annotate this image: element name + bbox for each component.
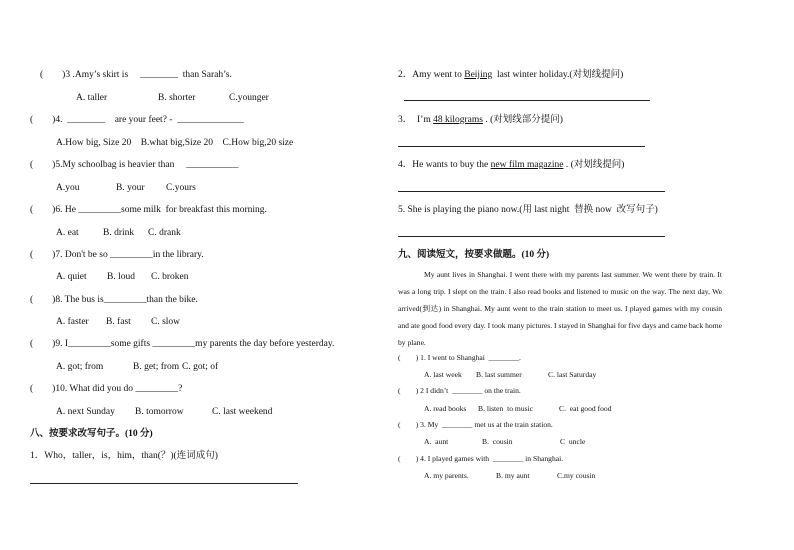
r4-option-c: C.my cousin bbox=[557, 471, 596, 480]
q8-option-a: A. faster bbox=[56, 317, 89, 327]
underlined-phrase: 48 kilograms bbox=[433, 115, 483, 125]
r1-option-a: A. last week bbox=[424, 370, 462, 379]
question-10-stem: ( )10. What did you do _________? bbox=[30, 384, 183, 394]
reading-question-1-stem: ( ) 1. I went to Shanghai ________. bbox=[398, 353, 521, 362]
q8-option-b: B. fast bbox=[106, 317, 131, 327]
underlined-phrase: Beijing bbox=[464, 70, 493, 80]
reading-question-4-stem: ( ) 4. I played games with ________ in Shanghai. bbox=[398, 454, 564, 463]
q7-option-b: B. loud bbox=[107, 272, 135, 282]
q10-option-a: A. next Sunday bbox=[56, 407, 115, 417]
q3-option-c: C.younger bbox=[229, 93, 269, 103]
r1-option-b: B. last summer bbox=[476, 370, 522, 379]
r4-option-b: B. my aunt bbox=[496, 471, 530, 480]
r4-option-a: A. my parents. bbox=[424, 471, 469, 480]
rewrite-question-4: 4．He wants to buy the new film magazine . (对划线提问) bbox=[398, 160, 625, 170]
q9-option-b: B. get; from bbox=[133, 362, 180, 372]
q5-option-b: B. your bbox=[116, 183, 145, 193]
r2-option-c: C. eat good food bbox=[559, 404, 612, 413]
question-5-stem: ( )5.My schoolbag is heavier than ___________ bbox=[30, 160, 239, 170]
q9-option-a: A. got; from bbox=[56, 362, 104, 372]
question-8-stem: ( )8. The bus is_________than the bike. bbox=[30, 295, 198, 305]
rewrite-question-5: 5. She is playing the piano now.(用 last night 替换 now 改写句子) bbox=[398, 205, 658, 215]
q3-option-b: B. shorter bbox=[158, 93, 196, 103]
reading-question-2-stem: ( ) 2 I didn’t ________ on the train. bbox=[398, 386, 521, 395]
q5-option-c: C.yours bbox=[166, 183, 196, 193]
answer-line bbox=[398, 191, 665, 192]
reading-question-3-stem: ( ) 3. My ________ met us at the train station. bbox=[398, 420, 553, 429]
question-3-stem: ( )3 .Amy’s skirt is ________ than Sarah’s. bbox=[40, 70, 232, 80]
r1-option-c: C. last Saturday bbox=[548, 370, 597, 379]
q6-option-c: C. drank bbox=[148, 228, 181, 238]
q10-option-b: B. tomorrow bbox=[135, 407, 184, 417]
underlined-phrase: new film magazine bbox=[490, 160, 564, 170]
question-7-stem: ( )7. Don't be so _________in the library. bbox=[30, 250, 204, 260]
q6-option-a: A. eat bbox=[56, 228, 79, 238]
q8-option-c: C. slow bbox=[151, 317, 181, 327]
r2-option-b: B. listen to music bbox=[478, 404, 534, 413]
q7-option-a: A. quiet bbox=[56, 272, 87, 282]
q3-option-a: A. taller bbox=[76, 93, 108, 103]
reading-passage: My aunt lives in Shanghai. I went there with my parents last summer. We went there by train. It was a long trip. I slept on the train. I also read books and listened to music on the way. The next day, We arrived(到达) in Shanghai. My aunt went to the train station to meet us. I played games with my cousin and ate good food every day. I took many pictures. I stayed in Shanghai for five days and came back home by plane. bbox=[398, 270, 722, 347]
q4-options: A.How big, Size 20 B.what big,Size 20 C.How big,20 size bbox=[56, 138, 294, 148]
section-9-title: 九、阅读短文，按要求做题。(10 分) bbox=[398, 250, 550, 260]
q6-option-b: B. drink bbox=[103, 228, 135, 238]
q5-option-a: A.you bbox=[56, 183, 80, 193]
q9-option-c: C. got; of bbox=[182, 362, 219, 372]
question-6-stem: ( )6. He _________some milk for breakfast this morning. bbox=[30, 205, 267, 215]
rewrite-question-3: 3． I’m 48 kilograms . (对划线部分提问) bbox=[398, 115, 563, 125]
section-8-title: 八、按要求改写句子。(10 分) bbox=[30, 429, 153, 439]
section-8-question-1: 1．Who，taller，is，him，than(？)(连词成句) bbox=[30, 451, 218, 461]
answer-line bbox=[398, 146, 645, 147]
q7-option-c: C. broken bbox=[151, 272, 189, 282]
question-4-stem: ( )4. ________ are your feet? - ______________ bbox=[30, 115, 244, 125]
r3-option-a: A. aunt bbox=[424, 437, 449, 446]
rewrite-question-2: 2．Amy went to Beijing last winter holiday.(对划线提问) bbox=[398, 70, 624, 80]
r3-option-b: B. cousin bbox=[482, 437, 513, 446]
r2-option-a: A. read books bbox=[424, 404, 467, 413]
q10-option-c: C. last weekend bbox=[212, 407, 273, 417]
answer-line bbox=[404, 100, 650, 101]
answer-line bbox=[398, 236, 665, 237]
answer-line bbox=[30, 483, 298, 484]
question-9-stem: ( )9. I_________some gifts _________my parents the day before yesterday. bbox=[30, 339, 335, 349]
r3-option-c: C uncle bbox=[560, 437, 586, 446]
